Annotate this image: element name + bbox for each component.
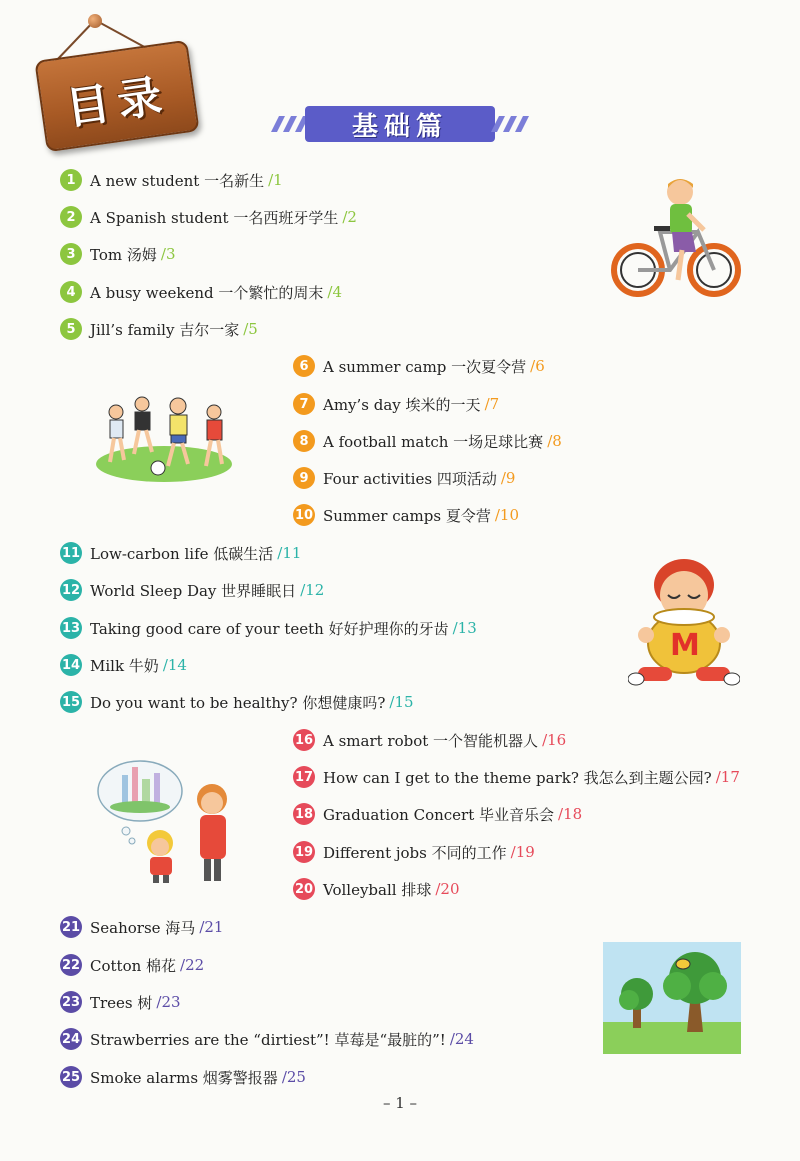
toc-entry[interactable] (293, 801, 582, 827)
entry-page: 5 (248, 320, 258, 338)
entry-page: 19 (515, 843, 535, 861)
section-title: 基础篇 (351, 111, 448, 142)
entry-page: 3 (165, 245, 176, 263)
entry-title: A smart robot 一个智能机器人 (323, 731, 539, 750)
entry-page: 17 (720, 768, 740, 786)
separator: / (300, 581, 306, 599)
entry-title: A summer camp 一次夏令营 (323, 357, 527, 376)
toc-entry[interactable] (293, 428, 562, 454)
cyclist-illustration (608, 170, 743, 305)
separator: / (277, 544, 283, 562)
entry-title: Trees 树 (90, 993, 153, 1012)
entry-number: 7 (293, 393, 315, 415)
entry-number: 17 (293, 766, 315, 788)
entry-number: 12 (60, 579, 82, 601)
entry-title: Do you want to be healthy? 你想健康吗? (90, 693, 386, 712)
svg-text:M: M (670, 628, 700, 663)
entry-page: 7 (489, 395, 500, 413)
entry-number: 1 (60, 169, 82, 191)
entry-page: 1 (273, 171, 283, 189)
entry-title: Different jobs 不同的工作 (323, 843, 507, 862)
separator: / (558, 805, 564, 823)
entry-title: Tom 汤姆 (90, 245, 157, 264)
trees-illustration (603, 942, 741, 1054)
entry-page: 4 (332, 283, 343, 301)
entry-number: 5 (60, 318, 82, 340)
entry-number: 18 (293, 803, 315, 825)
entry-number: 3 (60, 243, 82, 265)
entry-title: How can I get to the theme park? 我怎么到主题公园? (323, 768, 712, 787)
toc-entry[interactable] (60, 577, 324, 603)
separator: / (268, 171, 274, 189)
separator: / (180, 956, 186, 974)
separator: / (435, 880, 441, 898)
entry-title: Graduation Concert 毕业音乐会 (323, 805, 554, 824)
separator: / (510, 843, 516, 861)
entry-number: 20 (293, 878, 315, 900)
toc-entry[interactable] (60, 167, 283, 193)
girls-illustration (92, 755, 242, 885)
entry-page: 18 (563, 805, 583, 823)
entry-page: 8 (552, 432, 562, 450)
toc-entry[interactable] (293, 764, 740, 790)
entry-page: 6 (535, 357, 545, 375)
separator: / (199, 918, 205, 936)
toc-entry[interactable] (60, 989, 181, 1015)
entry-title: Cotton 棉花 (90, 956, 177, 975)
entry-number: 23 (60, 991, 82, 1013)
entry-number: 21 (60, 916, 82, 938)
entry-page: 9 (505, 469, 516, 487)
toc-entry[interactable] (293, 876, 460, 902)
entry-page: 22 (185, 956, 205, 974)
entry-title: Jill’s family 吉尔一家 (90, 320, 240, 339)
entry-title: Smoke alarms 烟雾警报器 (90, 1068, 278, 1087)
entry-number: 10 (293, 504, 315, 526)
separator: / (156, 993, 162, 1011)
separator: / (389, 693, 395, 711)
entry-number: 8 (293, 430, 315, 452)
separator: / (452, 619, 458, 637)
entry-title: Summer camps 夏令营 (323, 506, 491, 525)
toc-entry[interactable] (293, 839, 535, 865)
toc-entry[interactable] (60, 615, 477, 641)
entry-page: 15 (394, 693, 414, 711)
entry-page: 24 (454, 1030, 474, 1048)
wooden-sign (34, 40, 199, 153)
entry-number: 22 (60, 954, 82, 976)
nail-icon (88, 14, 102, 28)
separator: / (542, 731, 548, 749)
toc-entry[interactable] (60, 652, 187, 678)
entry-page: 13 (457, 619, 477, 637)
entry-number: 11 (60, 542, 82, 564)
separator: / (342, 208, 348, 226)
separator: / (449, 1030, 455, 1048)
entry-number: 15 (60, 691, 82, 713)
toc-entry[interactable] (293, 353, 545, 379)
separator: / (243, 320, 249, 338)
entry-number: 19 (293, 841, 315, 863)
entry-page: 20 (440, 880, 460, 898)
entry-title: World Sleep Day 世界睡眠日 (90, 581, 297, 600)
separator: / (500, 469, 506, 487)
page-number: – 1 – (382, 1094, 418, 1112)
entry-title: Strawberries are the “dirtiest”! 草莓是“最脏的”! (90, 1030, 446, 1049)
separator: / (494, 506, 500, 524)
sign-title: 目录 (62, 69, 173, 135)
separator: / (715, 768, 721, 786)
toc-entry[interactable] (293, 391, 499, 417)
entry-title: A football match 一场足球比赛 (323, 432, 544, 451)
entry-page: 21 (204, 918, 224, 936)
separator: / (160, 245, 166, 263)
toc-entry[interactable] (293, 502, 519, 528)
entry-title: Seahorse 海马 (90, 918, 196, 937)
entry-title: A new student 一名新生 (90, 171, 265, 190)
entry-page: 11 (282, 544, 302, 562)
entry-page: 10 (499, 506, 519, 524)
banner-right-stripes (485, 102, 535, 146)
toc-entry[interactable] (293, 465, 515, 491)
toc-entry[interactable] (60, 1026, 474, 1052)
separator: / (547, 432, 553, 450)
entry-title: A Spanish student 一名西班牙学生 (90, 208, 339, 227)
entry-title: Taking good care of your teeth 好好护理你的牙齿 (90, 619, 449, 638)
separator: / (484, 395, 490, 413)
toc-entry[interactable] (60, 241, 175, 267)
separator: / (281, 1068, 287, 1086)
entry-number: 13 (60, 617, 82, 639)
entry-page: 23 (161, 993, 181, 1011)
entry-number: 16 (293, 729, 315, 751)
entry-page: 25 (286, 1068, 306, 1086)
entry-title: Volleyball 排球 (323, 880, 432, 899)
entry-page: 12 (305, 581, 325, 599)
entry-page: 16 (547, 731, 567, 749)
section-banner (265, 102, 535, 146)
toc-entry[interactable] (60, 689, 414, 715)
entry-page: 2 (347, 208, 357, 226)
contents-sign (0, 0, 200, 160)
entry-number: 4 (60, 281, 82, 303)
entry-number: 25 (60, 1066, 82, 1088)
entry-number: 9 (293, 467, 315, 489)
toc-entry[interactable] (60, 1064, 306, 1090)
toc-entry[interactable] (60, 952, 204, 978)
toc-entry[interactable] (60, 204, 357, 230)
entry-title: Four activities 四项活动 (323, 469, 497, 488)
football-illustration (92, 392, 237, 484)
separator: / (530, 357, 536, 375)
separator: / (162, 656, 168, 674)
entry-title: Amy’s day 埃米的一天 (323, 395, 481, 414)
entry-page: 14 (167, 656, 187, 674)
entry-number: 6 (293, 355, 315, 377)
milk-boy-illustration (628, 555, 740, 690)
entry-number: 24 (60, 1028, 82, 1050)
entry-title: Low-carbon life 低碳生活 (90, 544, 274, 563)
toc-entry[interactable] (293, 727, 566, 753)
entry-title: Milk 牛奶 (90, 656, 159, 675)
entry-number: 2 (60, 206, 82, 228)
toc-entry[interactable] (60, 279, 342, 305)
toc-entry[interactable] (60, 316, 258, 342)
toc-entry[interactable] (60, 914, 223, 940)
entry-title: A busy weekend 一个繁忙的周末 (90, 283, 324, 302)
separator: / (327, 283, 333, 301)
entry-number: 14 (60, 654, 82, 676)
toc-entry[interactable] (60, 540, 301, 566)
